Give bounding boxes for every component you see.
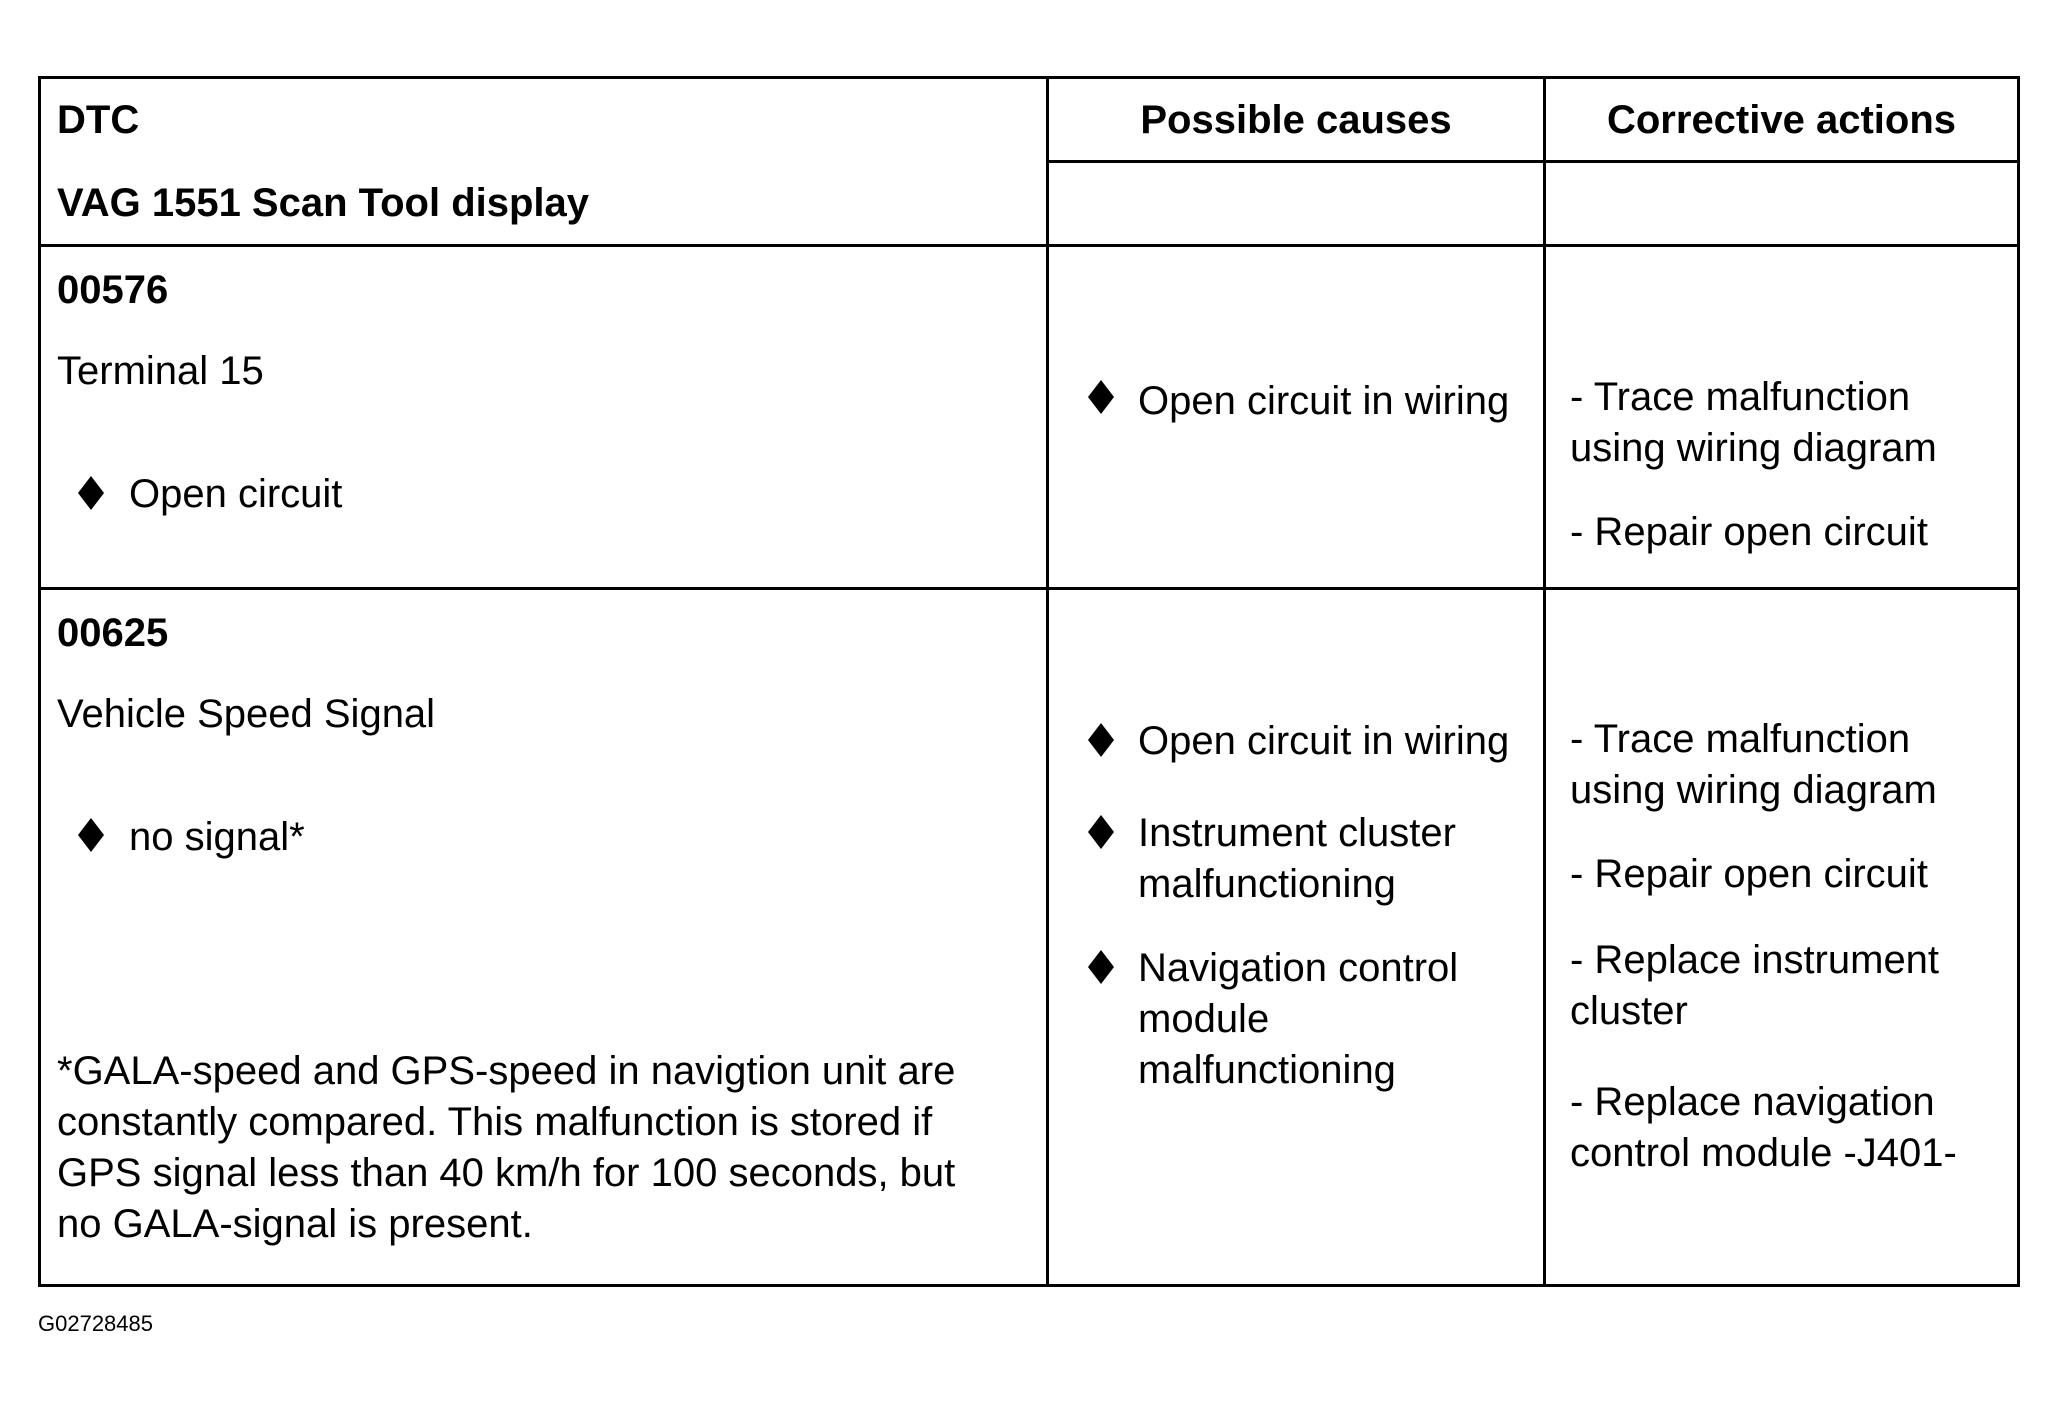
possible-cause (1138, 808, 1456, 910)
corrective-action (1570, 1077, 1957, 1179)
dtc-footnote (57, 1046, 955, 1250)
corrective-action (1570, 372, 1937, 474)
action-line: using wiring diagram (1570, 768, 1937, 812)
column-divider-2 (1543, 76, 1546, 1287)
action-line: - Repair open circuit (1570, 510, 1928, 554)
corrective-action (1570, 849, 1928, 900)
table-border-top (38, 76, 2020, 79)
action-line: - Trace malfunction (1570, 375, 1911, 419)
figure-id: G02728485 (38, 1311, 153, 1336)
cause-line: malfunctioning (1138, 862, 1396, 906)
header-corrective-actions: Corrective actions (1606, 98, 1957, 142)
action-line: - Replace navigation (1570, 1080, 1935, 1124)
possible-cause (1138, 716, 1509, 767)
cause-line: Navigation control (1138, 946, 1459, 990)
header-scan-tool-display: VAG 1551 Scan Tool display (57, 181, 590, 225)
possible-cause (1138, 943, 1458, 1096)
cause-line: Open circuit in wiring (1138, 719, 1510, 763)
header-bottom-border (38, 244, 2020, 247)
action-line: control module -J401- (1570, 1131, 1957, 1175)
dtc-code: 00576 (57, 268, 169, 312)
dtc-condition: Open circuit (129, 472, 343, 516)
corrective-action (1570, 935, 1939, 1037)
table-border-left (38, 76, 41, 1287)
action-line: - Replace instrument (1570, 938, 1940, 982)
cause-line: Instrument cluster (1138, 811, 1456, 855)
header-divider (1046, 160, 2020, 163)
action-line: - Repair open circuit (1570, 852, 1928, 896)
footnote-line: no GALA-signal is present. (57, 1202, 533, 1246)
row-divider (38, 587, 2020, 590)
action-line: using wiring diagram (1570, 426, 1937, 470)
action-line: cluster (1570, 989, 1688, 1033)
cause-line: malfunctioning (1138, 1048, 1396, 1092)
corrective-action (1570, 714, 1937, 816)
footnote-line: *GALA-speed and GPS-speed in navigtion unit are (57, 1049, 956, 1093)
dtc-name: Terminal 15 (57, 349, 264, 393)
cause-line: module (1138, 997, 1270, 1041)
dtc-condition: no signal* (129, 815, 305, 859)
header-dtc: DTC (57, 98, 140, 142)
footnote-line: GPS signal less than 40 km/h for 100 seconds, but (57, 1151, 956, 1195)
table-border-bottom (38, 1284, 2020, 1287)
table-border-right (2017, 76, 2020, 1287)
dtc-name: Vehicle Speed Signal (57, 692, 436, 736)
dtc-code: 00625 (57, 611, 169, 655)
footnote-line: constantly compared. This malfunction is stored if (57, 1100, 933, 1144)
corrective-action (1570, 507, 1928, 558)
header-possible-causes: Possible causes (1140, 98, 1452, 142)
action-line: - Trace malfunction (1570, 717, 1911, 761)
column-divider-1 (1046, 76, 1049, 1287)
possible-cause: Open circuit in wiring (1138, 379, 1510, 423)
